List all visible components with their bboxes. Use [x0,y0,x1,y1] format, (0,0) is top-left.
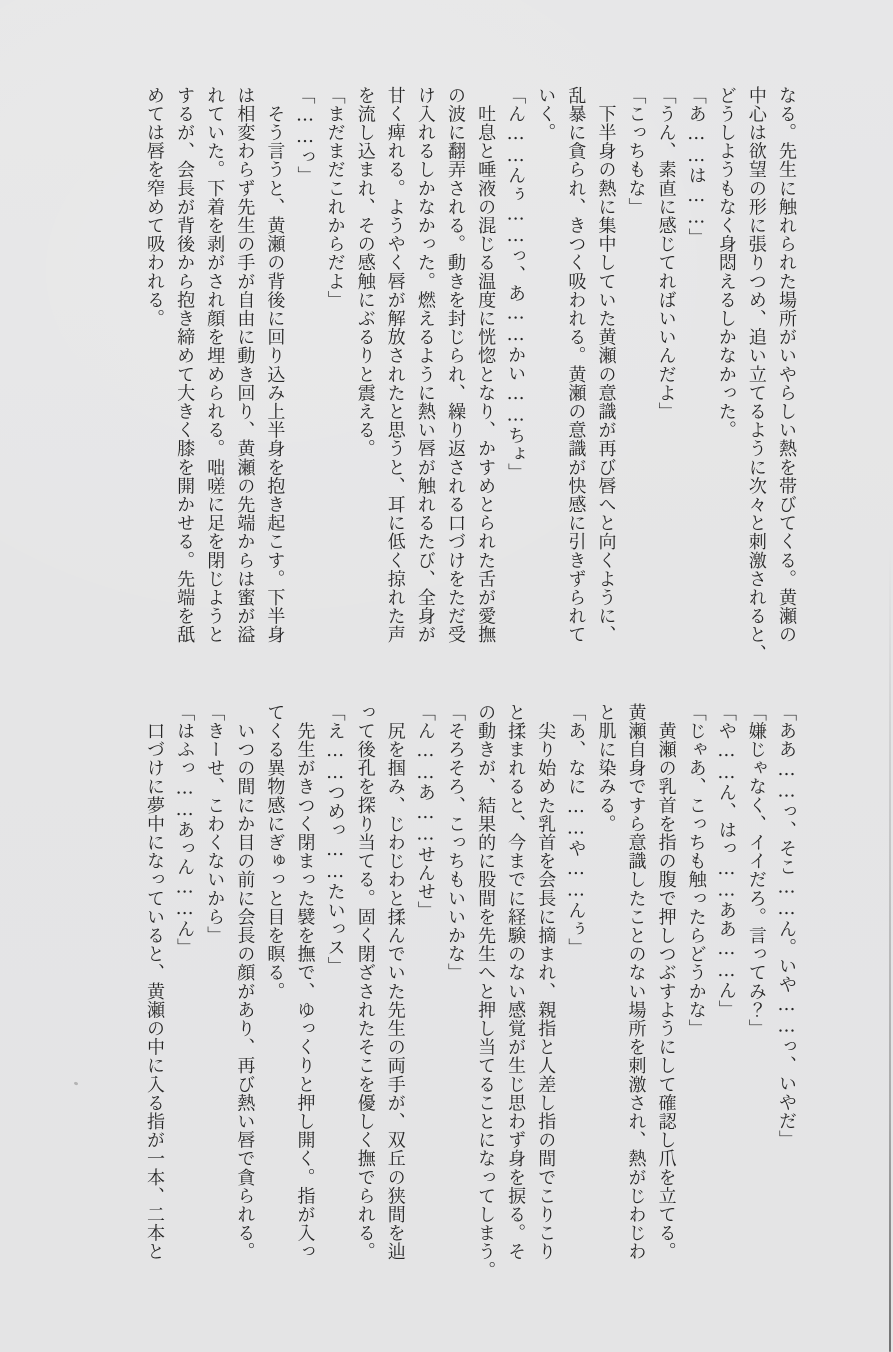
text-column: 「きーせ、こわくないから」 [204,703,226,945]
text-column: れていた。下着を剥がされ顔を埋められる。咄嗟に足を閉じようと [204,86,226,644]
page-edge-shadow [889,545,891,1352]
text-column: いく。 [535,86,557,142]
text-column: 「そろそろ、こっちもいいかな」 [444,703,466,982]
top-text-block [137,86,801,676]
text-column: 「じゃあ、こっちも触ったらどうかな」 [685,703,707,1038]
text-column: 「……っ」 [294,86,316,185]
text-column: 「え……つめっ……たいっス」 [324,703,346,976]
text-column: 先生がきつく閉まった襞を撫で、ゆっくりと押し開く。指が入っ [294,703,316,1261]
text-column: 中心は欲望の形に張りつめ、追い立てるように次々と刺激されると、 [745,86,767,663]
text-column: の波に翻弄される。動きを封じられ、繰り返される口づけをただ受 [444,86,466,644]
text-column: 乱暴に貪られ、きつく吸われる。黄瀬の意識が快感に引きずられて [565,86,587,644]
text-column: 黄瀬の乳首を指の腹で押しつぶすようにして確認し爪を立てる。 [655,703,677,1261]
text-column: 尖り始めた乳首を会長に摘まれ、親指と人差し指の間でこりこり [535,703,557,1261]
text-column: 「ん……んぅ……っ、あ……かい……ちょ」 [505,86,527,482]
text-column: なる。先生に触れられた場所がいやらしい熱を帯びてくる。黄瀬の [776,86,797,644]
text-column: 下半身の熱に集中していた黄瀬の意識が再び唇へと向くように、 [595,86,617,644]
text-column: 「嫌じゃなく、イイだろ。言ってみ？」 [745,703,767,1038]
text-column: と揉まれると、今までに経験のない感覚が生じ思わず身を捩る。そ [505,703,527,1261]
bottom-text-block [137,703,801,1293]
text-column: 「ああ……っ、そこ……ん。いや……っ、いやだ」 [776,703,797,1149]
text-column: 「うん、素直に感じてればいいんだよ」 [655,86,677,421]
text-column: って後孔を探り当てる。固く閉ざされたそこを優しく撫でられる。 [354,703,376,1261]
text-column: け入れるしかなかった。燃えるように熱い唇が触れるたび、全身が [414,86,436,644]
text-column: 甘く痺れる。ようやく唇が解放されたと思うと、耳に低く掠れた声 [384,86,406,644]
text-column: 「ん……あ……せんせ」 [414,703,436,920]
text-column: するが、会長が背後から抱き締めて大きく膝を開かせる。先端を舐 [174,86,196,644]
scan-speck [74,1081,79,1085]
text-column: 「はふっ……あっん……ん」 [174,703,196,957]
text-column: 尻を掴み、じわじわと揉んでいた先生の両手が、双丘の狭間を辿 [384,703,406,1261]
text-column: を流し込まれ、その感触にぶるりと震える。 [354,86,376,458]
text-column: 吐息と唾液の混じる温度に恍惚となり、かすめとられた舌が愛撫 [475,86,497,644]
text-column: いつの間にか目の前に会長の顔があり、再び熱い唇で貪られる。 [234,703,256,1261]
text-column: 「まだまだこれからだよ」 [324,86,346,310]
text-column: 「あ……は……」 [685,86,707,247]
text-column: と肌に染みる。 [595,703,617,834]
text-column: めては唇を窄めて吸われる。 [144,86,166,328]
text-column: 「や……ん、はっ……ああ……ん」 [715,703,737,1019]
text-column: てくる異物感にぎゅっと目を瞑る。 [264,703,286,1001]
text-column: どうしようもなく身悶えるしかなかった。 [715,86,737,440]
text-column: の動きが、結果的に股間を先生へと押し当てることになってしまう。 [475,703,497,1280]
text-column: そう言うと、黄瀬の背後に回り込み上半身を抱き起こす。下半身 [264,86,286,644]
text-column: 黄瀬自身ですら意識したことのない場所を刺激され、熱がじわじわ [625,703,647,1261]
text-column: 口づけに夢中になっていると、黄瀬の中に入る指が一本、二本と [144,703,166,1261]
text-column: は相変わらず先生の手が自由に動き回り、黄瀬の先端からは蜜が溢 [234,86,256,644]
text-column: 「あ、なに……や……んぅ」 [565,703,587,957]
text-column: 「こっちもな」 [625,86,647,217]
